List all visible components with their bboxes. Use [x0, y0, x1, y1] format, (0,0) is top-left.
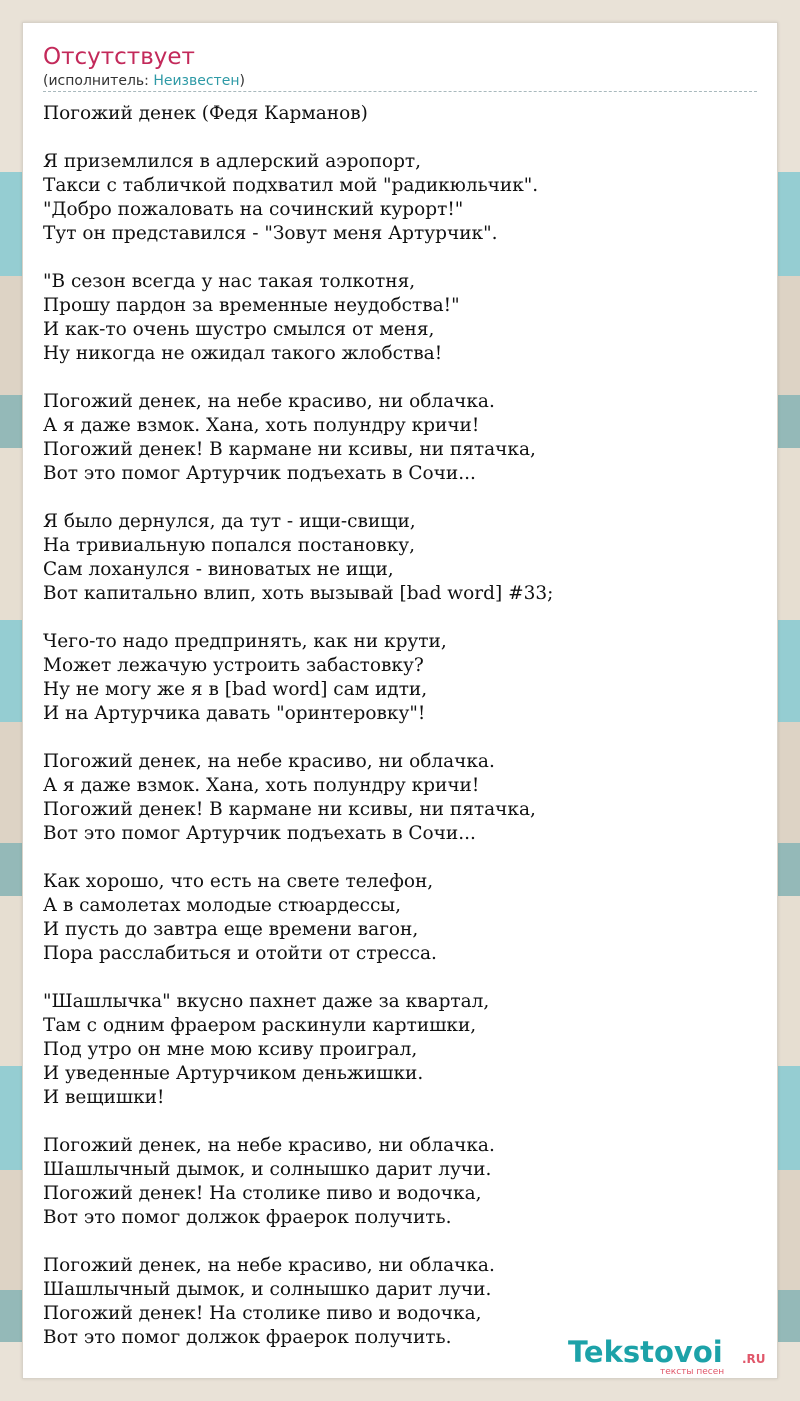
lyric-line: [43, 486, 759, 510]
lyric-line: Может лежачую устроить забастовку?: [43, 655, 424, 676]
lyrics-card: [22, 22, 778, 1379]
lyric-line: Погожий денек! В кармане ни ксивы, ни пятачка,: [43, 439, 536, 460]
lyric-line: И на Артурчика давать "оринтеровку"!: [43, 703, 426, 724]
lyric-line: [43, 126, 759, 150]
lyric-line: [43, 246, 759, 270]
lyric-line: Погожий денек, на небе красиво, ни облачка.: [43, 391, 495, 412]
lyric-line: Погожий денек! На столике пиво и водочка,: [43, 1303, 482, 1324]
lyric-line: [43, 606, 759, 630]
lyric-line: А я даже взмок. Хана, хоть полундру кричи!: [43, 415, 480, 436]
lyric-line: Погожий денек, на небе красиво, ни облачка.: [43, 1255, 495, 1276]
lyric-line: Вот это помог Артурчик подъехать в Сочи...: [43, 823, 476, 844]
lyric-line: "Шашлычка" вкусно пахнет даже за квартал,: [43, 991, 490, 1012]
title-divider: [43, 91, 757, 92]
lyric-line: Вот это помог Артурчик подъехать в Сочи...: [43, 463, 476, 484]
lyric-line: Ну не могу же я в [bad word] сам идти,: [43, 679, 428, 700]
lyric-line: Погожий денек! На столике пиво и водочка,: [43, 1183, 482, 1204]
lyric-line: Прошу пардон за временные неудобства!": [43, 295, 460, 316]
lyric-line: Ну никогда не ожидал такого жлобства!: [43, 343, 443, 364]
lyric-line: Сам лоханулся - виноватых не ищи,: [43, 559, 394, 580]
lyrics-text: [43, 102, 759, 1350]
lyric-line: "Добро пожаловать на сочинский курорт!": [43, 199, 464, 220]
lyric-line: Шашлычный дымок, и солнышко дарит лучи.: [43, 1159, 492, 1180]
lyric-line: Как хорошо, что есть на свете телефон,: [43, 871, 434, 892]
lyric-line: Под утро он мне мою ксиву проиграл,: [43, 1039, 418, 1060]
lyric-line: "В сезон всегда у нас такая толкотня,: [43, 271, 416, 292]
lyric-line: Погожий денек (Федя Карманов): [43, 103, 368, 124]
lyric-line: А в самолетах молодые стюардессы,: [43, 895, 401, 916]
lyric-line: [43, 1110, 759, 1134]
lyric-line: Тут он представился - "Зовут меня Артурчик".: [43, 223, 498, 244]
lyric-line: [43, 846, 759, 870]
lyric-line: Погожий денек, на небе красиво, ни облачка.: [43, 751, 495, 772]
logo-domain: .RU: [742, 1352, 766, 1366]
song-title: Отсутствует: [43, 44, 195, 70]
lyric-line: На тривиальную попался постановку,: [43, 535, 416, 556]
lyric-line: [43, 726, 759, 750]
lyric-line: Там с одним фраером раскинули картишки,: [43, 1015, 477, 1036]
lyric-line: Чего-то надо предпринять, как ни крути,: [43, 631, 447, 652]
lyric-line: Такси с табличкой подхватил мой "радикюльчик".: [43, 175, 539, 196]
logo-tagline: тексты песен: [660, 1367, 725, 1377]
lyric-line: Вот это помог должок фраерок получить.: [43, 1327, 452, 1348]
lyric-line: [43, 366, 759, 390]
artist-line: [43, 72, 245, 90]
lyric-line: А я даже взмок. Хана, хоть полундру кричи!: [43, 775, 480, 796]
lyric-line: Я было дернулся, да тут - ищи-свищи,: [43, 511, 416, 532]
lyric-line: И уведенные Артурчиком деньжишки.: [43, 1063, 424, 1084]
lyric-line: И вещишки!: [43, 1087, 165, 1108]
artist-link[interactable]: Неизвестен: [153, 73, 240, 89]
lyric-line: [43, 1230, 759, 1254]
lyric-line: Погожий денек, на небе красиво, ни облачка.: [43, 1135, 495, 1156]
lyric-line: Погожий денек! В кармане ни ксивы, ни пятачка,: [43, 799, 536, 820]
lyric-line: И как-то очень шустро смылся от меня,: [43, 319, 435, 340]
lyric-line: И пусть до завтра еще времени вагон,: [43, 919, 419, 940]
artist-prefix: (исполнитель:: [43, 73, 154, 89]
logo-brand: Tekstovoi: [568, 1335, 723, 1369]
lyric-line: Пора расслабиться и отойти от стресса.: [43, 943, 437, 964]
lyric-line: Вот капитально влип, хоть вызывай [bad word] #33;: [43, 583, 554, 604]
lyric-line: Вот это помог должок фраерок получить.: [43, 1207, 452, 1228]
artist-suffix: ): [239, 73, 245, 89]
tekstovoi-logo: [568, 1335, 778, 1381]
lyric-line: [43, 966, 759, 990]
lyric-line: Шашлычный дымок, и солнышко дарит лучи.: [43, 1279, 492, 1300]
lyric-line: Я приземлился в адлерский аэропорт,: [43, 151, 422, 172]
